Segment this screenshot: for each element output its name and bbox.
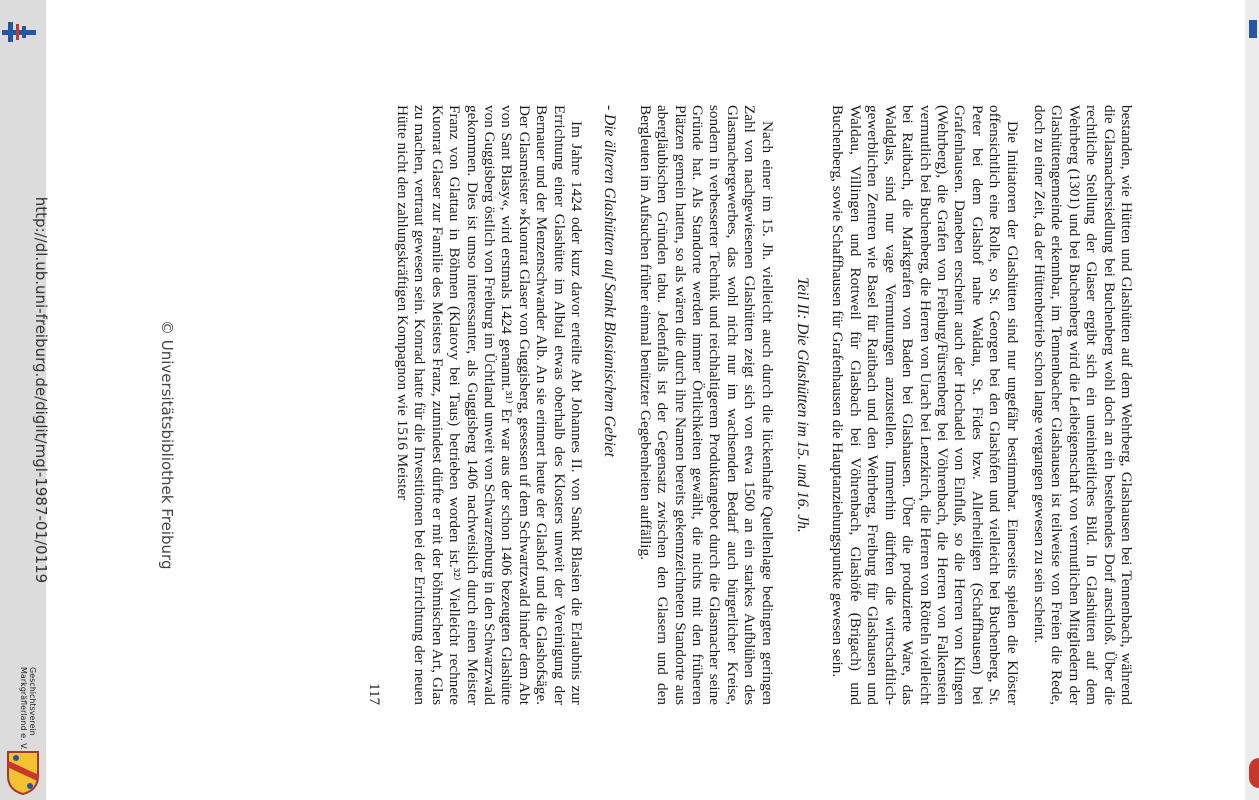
society-label-line1: Geschichtsverein xyxy=(28,667,37,736)
book-page xyxy=(235,105,1135,705)
right-badge-icon xyxy=(1249,758,1259,788)
page-number: 117 xyxy=(365,683,382,705)
section-heading: Teil II: Die Glashütten im 15. und 16. Jh. xyxy=(794,277,812,533)
sub-heading: - Die älteren Glashütten auf Sankt Blasianischem Gebiet xyxy=(601,105,619,457)
society-label xyxy=(19,667,37,751)
paragraph: Im Jahre 1424 oder kurz davor erteilte Abt Johannes II. von Sankt Blasien die Erlaubnis zur Errichtung einer Glashütte im Albtal etwas oberhalb des Klosters unweit der Vereinigung der Bernauer und der Menzenschwander Alb. An sie erinnert heute der Glashof und die Glashofsäge. Der Glasmeister »Kuonrat Glaser von Guggisberg, gesessen uf dem Schwartzwald hinder dem Abt von Sant Blasy«, wird erstmals 1424 genannt.³¹⁾ Er war aus der schon 1406 bezeugten Glashütte von Guggisberg östlich von Freiburg im Üchtland unweit von Schwarzenburg in den Schwarzwald gekommen. Dies ist umso interessanter, als Guggisberg 1406 nachweislich durch einen Meister Franz von Glattau in Böhmen (Klatovy bei Taus) betrieben worden ist.³²⁾ Vielleicht rechnete Kuonrat Glaser zur Familie des Meisters Franz, zumindest dürfte er mit der böhmischen Art, Glas zu machen, vertraut gewesen sein. Konrad hatte für die Investitionen bei der Errichtung der neuen Hütte nicht den zahlungskräftigen Kompagnon wie 1516 Meister xyxy=(393,105,586,705)
copyright-notice: © Universitätsbibliothek Freiburg xyxy=(158,320,176,570)
library-logo-icon[interactable] xyxy=(2,20,36,44)
document-url[interactable]: http://dl.ub.uni-freiburg.de/diglit/mgl-1987-01/0119 xyxy=(32,196,50,584)
paragraph: Die Initiatoren der Glashütten sind nur ungefähr bestimmbar. Einerseits spielen die Klöster offensichtlich eine Rolle, so St. Georgen bei den Glashöfen und vielleicht bei Buchenberg, St. Peter bei dem Glashof nahe Waldau, St. Fides bzw. Allerheiligen (Schaffhausen) bei Grafenhausen. Daneben erscheint auch der Hochadel von Einfluß, so die Herren von Klingen (Wehrberg), die Grafen von Freiburg/Fürstenberg bei Vöhrenbach, die Herren von Falkenstein vermutlich bei Buchenberg, die Herren von Urach bei Lenzkirch, die Herren von Rötteln vielleicht bei Raitbach, die Markgrafen von Baden bei Glashausen. Über die produzierte Ware, das Waldglas, sind nur vage Vermutungen anzustellen. Immerhin dürften die wirtschaftlich-gewerblichen Zentren wie Basel für Raitbach und den Wehrberg, Freiburg für Glashausen und Waldau, Villingen und Rottweil für Glasbach bei Vöhrenbach, Glashöfe (Brigach) und Buchenberg, sowie Schaffhausen für Grafenhausen die Hauptanziehungspunkte gewesen sein. xyxy=(829,105,1021,705)
paragraph: bestanden, wie Hütten und Glashütten auf dem Wehrberg, Glashausen bei Tennenbach, während die Glasmachersiedlung bei Buchenberg wohl doch an ein bestehendes Dorf anschloß. Über die rechtliche Stellung der Glaser ergibt sich ein uneinheitliches Bild. In Glashütten auf dem Wehrberg (1301) und bei Buchenberg wird die Leibeigenschaft von vermutlichen Mitgliedern der Glashüttengemeinde erkennbar, im Tennenbacher Glashausen ist teilweise von Freien die Rede, doch zu einer Zeit, da der Hüttenbetrieb schon lange vergangen gewesen zu sein scheint. xyxy=(1030,105,1135,705)
page-viewport[interactable] xyxy=(200,105,1240,705)
society-label-line2: Markgräflerland e. V. xyxy=(19,667,28,751)
right-logo-icon xyxy=(1249,20,1257,38)
paragraph: Nach einer im 15. Jh. vielleicht auch durch die lückenhafte Quellenlage bedingten geringen Zahl von nachgewiesenen Glashütten zeigt sich von etwa 1500 an ein starkes Aufblühen des Glasmachergewerbes, das wohl nicht nur im wachsenden Bedarf auch bürgerlicher Kreise, sondern in verbesserter Technik und reichhaltigerem Produktangebot durch die Glasmacher seine Gründe hat. Als Standorte werden immer Örtlichkeiten gewählt, die nichts mit den früheren Plätzen gemein hatten, so als wären die durch ihre Namen bereits gekennzeichneten Standorte aus abergläubischen Gründen tabu. Jedenfalls ist der Gegensatz zwischen den Glasern und den Bergleuten im Aufsuchen früher einmal benützter Gegebenheiten auffällig. xyxy=(636,105,776,705)
viewer-right-sidebar xyxy=(1245,0,1259,800)
society-coat-of-arms-icon xyxy=(4,748,42,796)
